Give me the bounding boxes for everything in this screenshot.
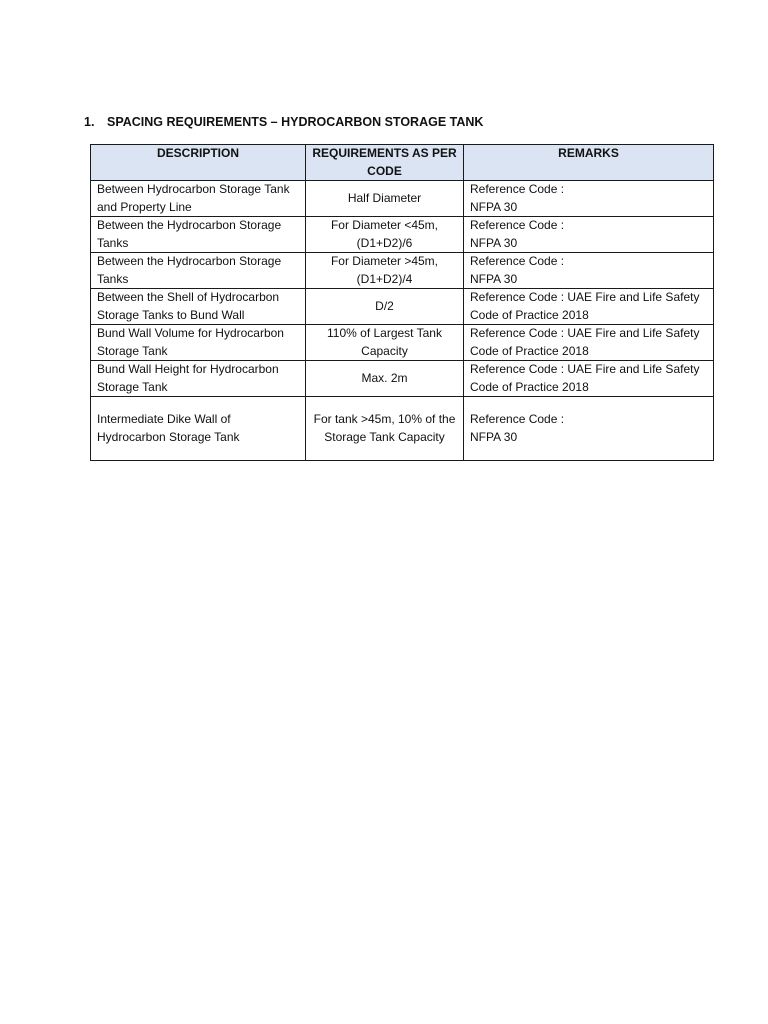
cell-remarks: Reference Code : UAE Fire and Life Safety Code of Practice 2018 xyxy=(464,289,714,325)
header-remarks: REMARKS xyxy=(464,145,714,181)
cell-remarks: Reference Code : NFPA 30 xyxy=(464,217,714,253)
cell-description: Between the Shell of Hydrocarbon Storage Tanks to Bund Wall xyxy=(91,289,306,325)
table-row xyxy=(91,253,714,289)
cell-remarks: Reference Code : NFPA 30 xyxy=(464,253,714,289)
section-title: SPACING REQUIREMENTS – HYDROCARBON STORAGE TANK xyxy=(107,115,484,129)
cell-remarks: Reference Code : NFPA 30 xyxy=(464,181,714,217)
cell-description: Between the Hydrocarbon Storage Tanks xyxy=(91,253,306,289)
header-description: DESCRIPTION xyxy=(91,145,306,181)
table-row xyxy=(91,361,714,397)
cell-requirement: 110% of Largest Tank Capacity xyxy=(306,325,464,361)
cell-description: Between the Hydrocarbon Storage Tanks xyxy=(91,217,306,253)
cell-requirement: For Diameter >45m, (D1+D2)/4 xyxy=(306,253,464,289)
cell-requirement: D/2 xyxy=(306,289,464,325)
cell-requirement: For Diameter <45m, (D1+D2)/6 xyxy=(306,217,464,253)
cell-description: Between Hydrocarbon Storage Tank and Property Line xyxy=(91,181,306,217)
cell-remarks: Reference Code : NFPA 30 xyxy=(464,397,714,461)
table-row xyxy=(91,181,714,217)
cell-requirement: Max. 2m xyxy=(306,361,464,397)
cell-requirement: For tank >45m, 10% of the Storage Tank Capacity xyxy=(306,397,464,461)
cell-description: Bund Wall Volume for Hydrocarbon Storage Tank xyxy=(91,325,306,361)
spacing-requirements-table xyxy=(90,144,714,461)
table-row xyxy=(91,217,714,253)
cell-description: Bund Wall Height for Hydrocarbon Storage Tank xyxy=(91,361,306,397)
table-row xyxy=(91,397,714,461)
table-row xyxy=(91,289,714,325)
cell-remarks: Reference Code : UAE Fire and Life Safety Code of Practice 2018 xyxy=(464,325,714,361)
section-number: 1. xyxy=(84,115,95,129)
cell-description: Intermediate Dike Wall of Hydrocarbon Storage Tank xyxy=(91,397,306,461)
section-heading xyxy=(84,114,483,130)
table-header-row xyxy=(91,145,714,181)
cell-remarks: Reference Code : UAE Fire and Life Safety Code of Practice 2018 xyxy=(464,361,714,397)
cell-requirement: Half Diameter xyxy=(306,181,464,217)
table-row xyxy=(91,325,714,361)
header-requirements: REQUIREMENTS AS PER CODE xyxy=(306,145,464,181)
